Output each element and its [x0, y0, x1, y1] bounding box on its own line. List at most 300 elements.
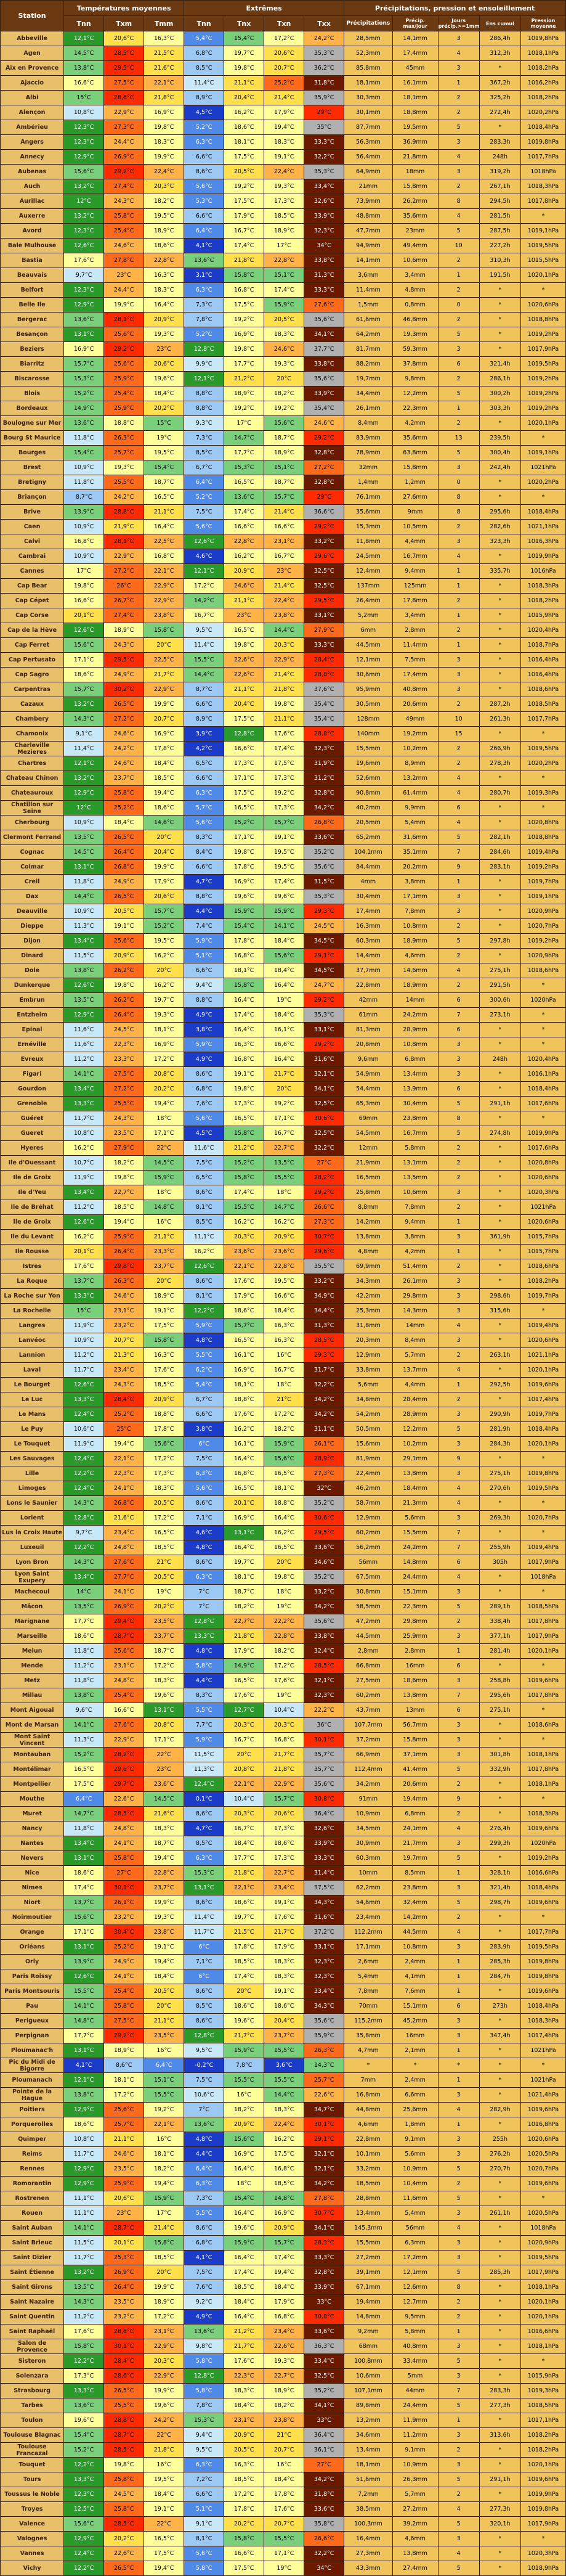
cell-station[interactable]: Mâcon — [1, 1600, 64, 1614]
cell-station[interactable]: Belfort — [1, 283, 64, 298]
cell-tnn-ext: 6,3°C — [184, 786, 224, 801]
cell-station[interactable]: Montpellier — [1, 1777, 64, 1792]
cell-station[interactable]: Tarbes — [1, 2398, 64, 2413]
cell-station[interactable]: Porquerolles — [1, 2117, 64, 2132]
cell-station[interactable]: Machecoul — [1, 1585, 64, 1600]
cell-station[interactable]: Paris Roissy — [1, 1969, 64, 1984]
cell-station[interactable]: Reims — [1, 2147, 64, 2162]
cell-tnn-ext: 7°C — [184, 1585, 224, 1600]
cell-tnn: 18,6°C — [64, 668, 104, 682]
cell-station[interactable]: Pointe de la Hague — [1, 2088, 64, 2103]
cell-station[interactable]: Poitiers — [1, 2103, 64, 2117]
cell-station[interactable]: Avord — [1, 224, 64, 239]
cell-station[interactable]: Toulouse Francazal — [1, 2443, 64, 2458]
cell-sun: * — [479, 1496, 520, 1511]
cell-station[interactable]: Mont Aigoual — [1, 1703, 64, 1718]
cell-station[interactable]: Carpentras — [1, 682, 64, 697]
cell-tnn-ext: 5,6°C — [184, 520, 224, 534]
cell-station[interactable]: Toussus le Noble — [1, 2487, 64, 2502]
cell-station[interactable]: Ile Rousse — [1, 1245, 64, 1259]
cell-station[interactable]: Nancy — [1, 1822, 64, 1836]
cell-precip: 70mm — [344, 1999, 392, 2014]
cell-station[interactable]: Besançon — [1, 327, 64, 342]
cell-pres: 1020,1hPa — [521, 2295, 566, 2310]
cell-station[interactable]: Vichy — [1, 2561, 64, 2576]
cell-station[interactable]: Millau — [1, 1688, 64, 1703]
cell-station[interactable]: Lannion — [1, 1348, 64, 1363]
cell-station[interactable]: Epinal — [1, 1023, 64, 1037]
table-row — [1, 1126, 566, 1141]
cell-pres: 1021hPa — [521, 1200, 566, 1215]
header-sun[interactable]: Ens cumul — [479, 16, 520, 31]
cell-station[interactable]: Brive — [1, 505, 64, 520]
cell-station[interactable]: Ile de Bréhat — [1, 1200, 64, 1215]
cell-station[interactable]: Auxerre — [1, 209, 64, 224]
cell-precip: * — [344, 2058, 392, 2073]
cell-station[interactable]: Ajaccio — [1, 76, 64, 91]
cell-station[interactable]: Mont de Marsan — [1, 1718, 64, 1733]
cell-station[interactable]: Albi — [1, 91, 64, 105]
cell-pres: 1020,4hPa — [521, 1052, 566, 1067]
cell-station[interactable]: Embrun — [1, 993, 64, 1008]
cell-tmm: 18,7°C — [144, 1836, 184, 1851]
header-tnx[interactable]: Tnx — [224, 16, 264, 31]
header-txx[interactable]: Txx — [304, 16, 344, 31]
cell-station[interactable]: Saint Auban — [1, 2221, 64, 2236]
cell-station[interactable]: Saint Raphaël — [1, 2325, 64, 2339]
cell-station[interactable]: Lus la Croix Haute — [1, 1526, 64, 1540]
cell-station[interactable]: Lanvéoc — [1, 1333, 64, 1348]
cell-station[interactable]: Abbeville — [1, 31, 64, 46]
cell-station[interactable]: Rostrenen — [1, 2191, 64, 2206]
cell-tnx: 18,2°C — [224, 2103, 264, 2117]
cell-station[interactable]: Le Luc — [1, 1392, 64, 1407]
cell-days: 4 — [438, 1363, 479, 1378]
cell-station[interactable]: Nantes — [1, 1836, 64, 1851]
cell-station[interactable]: Colmar — [1, 860, 64, 875]
cell-station[interactable]: Ile d'Ouessant — [1, 1156, 64, 1171]
cell-days: 4 — [438, 1822, 479, 1836]
cell-station[interactable]: Aurillac — [1, 194, 64, 209]
cell-station[interactable]: Bergerac — [1, 313, 64, 327]
cell-txm: 24,3°C — [104, 1111, 144, 1126]
cell-station[interactable]: Touquet — [1, 2458, 64, 2472]
table-row — [1, 1185, 566, 1200]
cell-pres: 1017,7hPa — [521, 150, 566, 165]
cell-days: 1 — [438, 2117, 479, 2132]
cell-station[interactable]: Cherbourg — [1, 816, 64, 830]
cell-station[interactable]: Entzheim — [1, 1008, 64, 1023]
cell-station[interactable]: Ambérieu — [1, 120, 64, 135]
cell-station[interactable]: Dieppe — [1, 919, 64, 934]
cell-pres: 1019,6hPa — [521, 1674, 566, 1688]
cell-sun: * — [479, 1333, 520, 1348]
cell-tmm: 14,5°C — [144, 1792, 184, 1807]
table-row — [1, 845, 566, 860]
header-days[interactable]: Jours précip.>=1mm — [438, 16, 479, 31]
cell-txm: 26,2°C — [104, 993, 144, 1008]
cell-tnn-ext: 12,8°C — [184, 2369, 224, 2384]
cell-station[interactable]: Cap de la Hève — [1, 623, 64, 638]
cell-station[interactable]: Alençon — [1, 105, 64, 120]
header-tnn[interactable]: Tnn — [64, 16, 104, 31]
cell-days: 3 — [438, 1407, 479, 1422]
cell-txm: 29,8°C — [104, 1259, 144, 1274]
header-tnn-ext[interactable]: Tnn — [184, 16, 224, 31]
cell-tmm: 20°C — [144, 638, 184, 653]
cell-txm: 26,1°C — [104, 1895, 144, 1910]
cell-station[interactable]: Rennes — [1, 2162, 64, 2177]
cell-tmm: 19,6°C — [144, 1688, 184, 1703]
cell-txm: 29,4°C — [104, 1614, 144, 1629]
cell-station[interactable]: Chamonix — [1, 727, 64, 742]
cell-station[interactable]: Cognac — [1, 845, 64, 860]
cell-station[interactable]: Figari — [1, 1067, 64, 1082]
table-row — [1, 756, 566, 771]
cell-station[interactable]: Ploumanac'h — [1, 2043, 64, 2058]
cell-station[interactable]: Istres — [1, 1259, 64, 1274]
cell-station[interactable]: Chateau Chinon — [1, 771, 64, 786]
cell-station[interactable]: Chateauroux — [1, 786, 64, 801]
cell-txn: 17,5°C — [264, 756, 304, 771]
cell-precip-max: 25,9mm — [392, 1629, 438, 1644]
cell-station[interactable]: Niort — [1, 1895, 64, 1910]
cell-station[interactable]: Bale Mulhouse — [1, 239, 64, 253]
cell-txm: 29,2°C — [104, 165, 144, 179]
cell-station[interactable]: Calvi — [1, 534, 64, 549]
cell-station[interactable]: Hyeres — [1, 1141, 64, 1156]
cell-txm: 28,7°C — [104, 2428, 144, 2443]
cell-station[interactable]: Ploumanach — [1, 2073, 64, 2088]
cell-station[interactable]: Orange — [1, 1925, 64, 1940]
cell-station[interactable]: Evreux — [1, 1052, 64, 1067]
cell-tnx: 17,8°C — [224, 934, 264, 949]
cell-days: 4 — [438, 549, 479, 564]
cell-station[interactable]: Sisteron — [1, 2354, 64, 2369]
cell-station[interactable]: Tours — [1, 2472, 64, 2487]
cell-station[interactable]: Cap Ferret — [1, 638, 64, 653]
cell-station[interactable]: Troyes — [1, 2502, 64, 2517]
cell-txn: 22,7°C — [264, 1866, 304, 1881]
cell-days: 2 — [438, 1156, 479, 1171]
cell-station[interactable]: Lyon Bron — [1, 1555, 64, 1570]
cell-precip-max: 63,8mm — [392, 446, 438, 460]
cell-station[interactable]: Bourges — [1, 446, 64, 460]
cell-days: 5 — [438, 1762, 479, 1777]
cell-station[interactable]: Romorantin — [1, 2177, 64, 2191]
cell-tnn-ext: 12,8°C — [184, 342, 224, 357]
cell-tnn: 11,2°C — [64, 1348, 104, 1363]
cell-station[interactable]: Mouthe — [1, 1792, 64, 1807]
cell-txx: 34°C — [304, 239, 344, 253]
cell-tnn-ext: 8,1°C — [184, 2532, 224, 2546]
cell-sun: * — [479, 801, 520, 816]
cell-sun: 283,9h — [479, 1940, 520, 1955]
cell-tmm: 22°C — [144, 1141, 184, 1156]
header-station[interactable]: Station — [1, 1, 64, 31]
cell-station[interactable]: Langres — [1, 1319, 64, 1333]
cell-days: 4 — [438, 963, 479, 978]
cell-station[interactable]: Deauville — [1, 904, 64, 919]
cell-station[interactable]: Annecy — [1, 150, 64, 165]
cell-precip: 46,2mm — [344, 1481, 392, 1496]
header-pres[interactable]: Pression moyenne — [521, 16, 566, 31]
cell-tnn-ext: 13,6°C — [184, 253, 224, 268]
cell-precip: 1,5mm — [344, 298, 392, 313]
cell-station[interactable]: Saint Quentin — [1, 2310, 64, 2325]
cell-txm: 26,5°C — [104, 889, 144, 904]
cell-station[interactable]: Lyon Saint Exupery — [1, 1570, 64, 1585]
cell-precip: 104,1mm — [344, 845, 392, 860]
cell-station[interactable]: Le Bourget — [1, 1378, 64, 1392]
cell-station[interactable]: Gueret — [1, 1126, 64, 1141]
cell-station[interactable]: Salon de Provence — [1, 2339, 64, 2354]
cell-station[interactable]: Ernéville — [1, 1037, 64, 1052]
cell-station[interactable]: Montauban — [1, 1748, 64, 1762]
cell-station[interactable]: Lorient — [1, 1511, 64, 1526]
cell-station[interactable]: Bretigny — [1, 475, 64, 490]
cell-txn: 16°C — [264, 2458, 304, 2472]
table-row — [1, 268, 566, 283]
cell-station[interactable]: Toulon — [1, 2413, 64, 2428]
cell-days: 4 — [438, 2502, 479, 2517]
cell-station[interactable]: Saint Nazaire — [1, 2295, 64, 2310]
cell-station[interactable]: Le Puy — [1, 1422, 64, 1437]
cell-pres: 1020,1hPa — [521, 2310, 566, 2325]
cell-days: 5 — [438, 224, 479, 239]
cell-sun: * — [479, 1156, 520, 1171]
cell-station[interactable]: Pic du Midi de Bigorre — [1, 2058, 64, 2073]
cell-station[interactable]: Cap Bear — [1, 579, 64, 594]
cell-station[interactable]: Limoges — [1, 1481, 64, 1496]
cell-station[interactable]: Creil — [1, 875, 64, 889]
cell-station[interactable]: Brest — [1, 460, 64, 475]
cell-txx: 32,6°C — [304, 1822, 344, 1836]
cell-station[interactable]: Nice — [1, 1866, 64, 1881]
cell-station[interactable]: Dax — [1, 889, 64, 904]
cell-pres: 1021hPa — [521, 2043, 566, 2058]
cell-station[interactable]: Briançon — [1, 490, 64, 505]
cell-station[interactable]: Clermont Ferrand — [1, 830, 64, 845]
cell-station[interactable]: Ile de Groix — [1, 1171, 64, 1185]
table-row — [1, 1422, 566, 1437]
cell-station[interactable]: Angers — [1, 135, 64, 150]
cell-station[interactable]: Aix en Provence — [1, 61, 64, 76]
cell-days: 4 — [438, 2103, 479, 2117]
cell-station[interactable]: Luxeuil — [1, 1540, 64, 1555]
cell-tmm: 16,9°C — [144, 1037, 184, 1052]
cell-station[interactable]: Biarritz — [1, 357, 64, 372]
cell-station[interactable]: Bastia — [1, 253, 64, 268]
cell-station[interactable]: Bordeaux — [1, 401, 64, 416]
cell-precip-max: 15,5mm — [392, 1526, 438, 1540]
cell-station[interactable]: Biscarosse — [1, 372, 64, 386]
cell-tmm: 18,9°C — [144, 1289, 184, 1304]
cell-station[interactable]: Orléans — [1, 1940, 64, 1955]
cell-station[interactable]: Les Sauvages — [1, 1452, 64, 1466]
cell-station[interactable]: Saint Brieuc — [1, 2236, 64, 2251]
cell-station[interactable]: Belle Ile — [1, 298, 64, 313]
table-row — [1, 91, 566, 105]
cell-precip: 30,5mm — [344, 697, 392, 712]
cell-precip-max: 5,4mm — [392, 2206, 438, 2221]
cell-tnx: 14,7°C — [224, 431, 264, 446]
cell-station[interactable]: Cannes — [1, 564, 64, 579]
table-row — [1, 978, 566, 993]
cell-station[interactable]: Le Mans — [1, 1407, 64, 1422]
cell-station[interactable]: Le Touquet — [1, 1437, 64, 1452]
cell-precip: 54,2mm — [344, 1407, 392, 1422]
table-row — [1, 1141, 566, 1156]
cell-station[interactable]: Grenoble — [1, 1097, 64, 1111]
cell-station[interactable]: Chartres — [1, 756, 64, 771]
cell-station[interactable]: Metz — [1, 1674, 64, 1688]
cell-station[interactable]: Blois — [1, 386, 64, 401]
cell-precip-max: 15,8mm — [392, 179, 438, 194]
cell-txx: 31,8°C — [304, 76, 344, 91]
cell-station[interactable]: Dunkerque — [1, 978, 64, 993]
cell-station[interactable]: Mende — [1, 1659, 64, 1674]
cell-tnn-ext: 15,5°C — [184, 653, 224, 668]
cell-precip-max: 16,7mm — [392, 1126, 438, 1141]
cell-station[interactable]: Cap Corse — [1, 608, 64, 623]
cell-tmm: 23,5°C — [144, 1614, 184, 1629]
cell-tnx: 20,5°C — [224, 2443, 264, 2458]
header-txn[interactable]: Txn — [264, 16, 304, 31]
cell-txx: 28,8°C — [304, 668, 344, 682]
cell-station[interactable]: Beauvais — [1, 268, 64, 283]
cell-station[interactable]: Saint Girons — [1, 2280, 64, 2295]
cell-station[interactable]: Orly — [1, 1955, 64, 1969]
cell-tmm: 20,4°C — [144, 845, 184, 860]
table-row — [1, 1822, 566, 1836]
cell-station[interactable]: Lons le Saunier — [1, 1496, 64, 1511]
cell-sun: 338,4h — [479, 1614, 520, 1629]
cell-station[interactable]: Dinard — [1, 949, 64, 963]
cell-station[interactable]: Ile de Groix — [1, 1215, 64, 1230]
cell-station[interactable]: Agen — [1, 46, 64, 61]
cell-station[interactable]: Montélimar — [1, 1762, 64, 1777]
cell-station[interactable]: Caen — [1, 520, 64, 534]
cell-txm: 30,1°C — [104, 1881, 144, 1895]
cell-station[interactable]: Cap Cépet — [1, 594, 64, 608]
cell-txm: 25,6°C — [104, 327, 144, 342]
cell-station[interactable]: Melun — [1, 1644, 64, 1659]
header-tmm[interactable]: Tmm — [144, 16, 184, 31]
table-row — [1, 830, 566, 845]
cell-station[interactable]: Auch — [1, 179, 64, 194]
cell-station[interactable]: Cap Pertusato — [1, 653, 64, 668]
cell-tnx: 20,9°C — [224, 564, 264, 579]
cell-station[interactable]: Noirmoutier — [1, 1910, 64, 1925]
cell-station[interactable]: Charleville Mezieres — [1, 742, 64, 756]
header-precip-max[interactable]: Précip. max/jour — [392, 16, 438, 31]
header-txm[interactable]: Txm — [104, 16, 144, 31]
cell-station[interactable]: Chambery — [1, 712, 64, 727]
cell-station[interactable]: Dole — [1, 963, 64, 978]
cell-station[interactable]: Vannes — [1, 2546, 64, 2561]
cell-tnn: 14,3°C — [64, 712, 104, 727]
cell-station[interactable]: Gourdon — [1, 1082, 64, 1097]
cell-days: 3 — [438, 2532, 479, 2546]
cell-station[interactable]: Saint Étienne — [1, 2265, 64, 2280]
cell-tnn: 13,4°C — [64, 1185, 104, 1200]
cell-precip-max: 51,4mm — [392, 1259, 438, 1274]
cell-station[interactable]: Cambrai — [1, 549, 64, 564]
cell-station[interactable]: Dijon — [1, 934, 64, 949]
cell-station[interactable]: Aubenas — [1, 165, 64, 179]
cell-station[interactable]: La Roque — [1, 1274, 64, 1289]
cell-txm: 23,2°C — [104, 2310, 144, 2325]
cell-station[interactable]: Valence — [1, 2517, 64, 2532]
table-row — [1, 1851, 566, 1866]
cell-station[interactable]: Muret — [1, 1807, 64, 1822]
cell-station[interactable]: Lille — [1, 1466, 64, 1481]
cell-precip-max: 44,5mm — [392, 1925, 438, 1940]
cell-station[interactable]: Perigueux — [1, 2014, 64, 2029]
cell-station[interactable]: Nevers — [1, 1851, 64, 1866]
cell-station[interactable]: Paris Montsouris — [1, 1984, 64, 1999]
cell-station[interactable]: Marignane — [1, 1614, 64, 1629]
cell-txn: 16,6°C — [264, 1289, 304, 1304]
cell-station[interactable]: Ile d'Yeu — [1, 1185, 64, 1200]
cell-sun: * — [479, 2117, 520, 2132]
cell-station[interactable]: Guéret — [1, 1111, 64, 1126]
cell-txx: 31,3°C — [304, 268, 344, 283]
cell-pres: 1020,6hPa — [521, 2132, 566, 2147]
cell-station[interactable]: Perpignan — [1, 2029, 64, 2043]
cell-station[interactable]: Solenzara — [1, 2369, 64, 2384]
cell-txx: 32,5°C — [304, 1126, 344, 1141]
cell-tnx: 20,8°C — [224, 1762, 264, 1777]
cell-station[interactable]: La Roche sur Yon — [1, 1289, 64, 1304]
header-precip[interactable]: Précipitations — [344, 16, 392, 31]
cell-station[interactable]: La Rochelle — [1, 1304, 64, 1319]
cell-tnn-ext: 13,3°C — [184, 1629, 224, 1644]
cell-tnx: 17,7°C — [224, 1851, 264, 1866]
cell-station[interactable]: Boulogne sur Mer — [1, 416, 64, 431]
cell-txn: 20,9°C — [264, 1230, 304, 1245]
cell-tnx: 17,9°C — [224, 1289, 264, 1304]
cell-pres: 1018,4hPa — [521, 505, 566, 520]
cell-station[interactable]: Quimper — [1, 2132, 64, 2147]
cell-station[interactable]: Ile du Levant — [1, 1230, 64, 1245]
cell-tmm: 22,1°C — [144, 2117, 184, 2132]
cell-txn: 16,4°C — [264, 1511, 304, 1526]
cell-station[interactable]: Chatillon sur Seine — [1, 801, 64, 816]
cell-station[interactable]: Cap Sagro — [1, 668, 64, 682]
cell-station[interactable]: Marseille — [1, 1629, 64, 1644]
table-row — [1, 1511, 566, 1526]
cell-station[interactable]: Valognes — [1, 2532, 64, 2546]
cell-txn: 23,4°C — [264, 2325, 304, 2339]
cell-pres: 1015,9hPa — [521, 608, 566, 623]
cell-station[interactable]: Rouen — [1, 2206, 64, 2221]
cell-station[interactable]: Laval — [1, 1363, 64, 1378]
cell-station[interactable]: Beziers — [1, 342, 64, 357]
table-row — [1, 1274, 566, 1289]
cell-station[interactable]: Toulouse Blagnac — [1, 2428, 64, 2443]
cell-tnn-ext: 5,9°C — [184, 1037, 224, 1052]
cell-station[interactable]: Mont Saint Vincent — [1, 1733, 64, 1748]
cell-station[interactable]: Pau — [1, 1999, 64, 2014]
cell-station[interactable]: Nimes — [1, 1881, 64, 1895]
cell-station[interactable]: Bourg St Maurice — [1, 431, 64, 446]
cell-station[interactable]: Strasbourg — [1, 2384, 64, 2398]
cell-station[interactable]: Cazaux — [1, 697, 64, 712]
cell-tnn: 15,6°C — [64, 638, 104, 653]
cell-station[interactable]: Saint Dizier — [1, 2251, 64, 2265]
